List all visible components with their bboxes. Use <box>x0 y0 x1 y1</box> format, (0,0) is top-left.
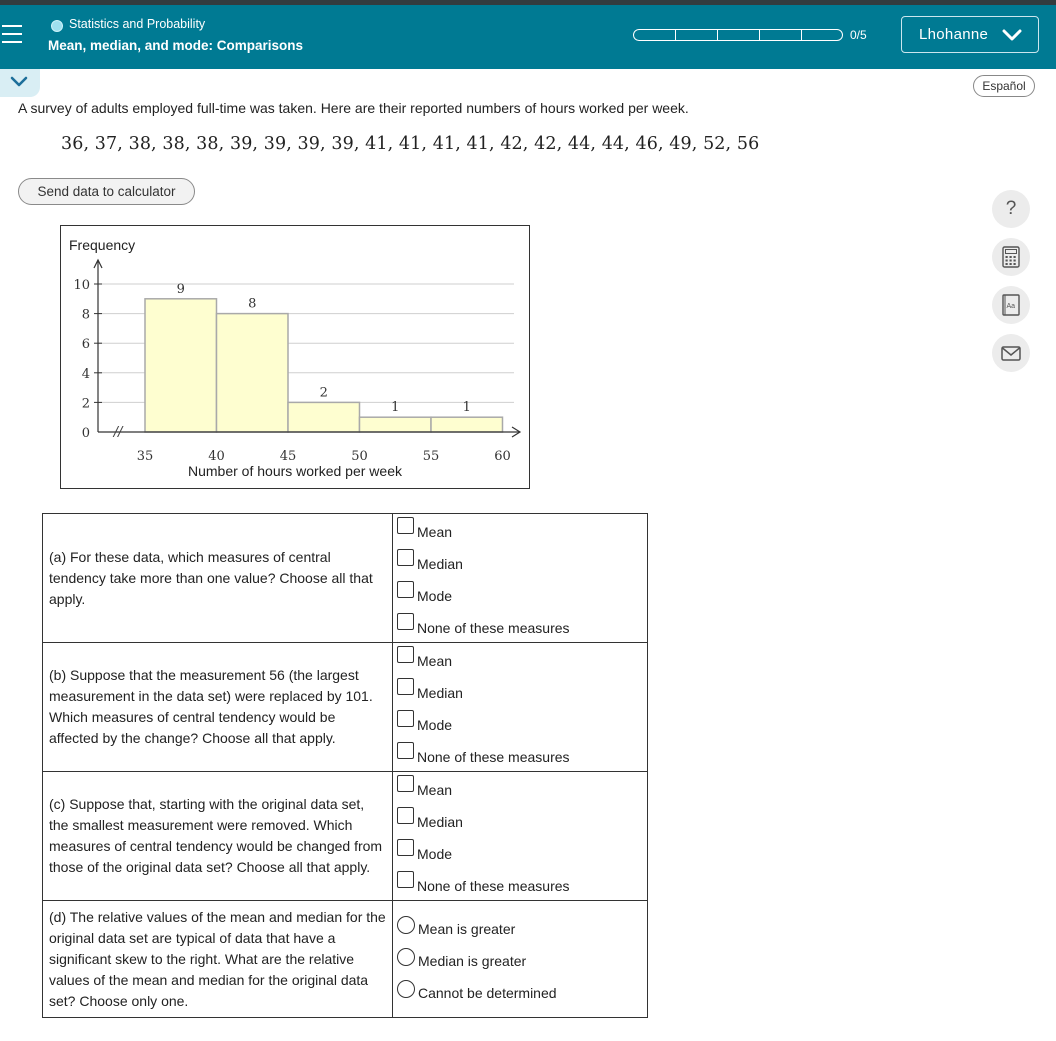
checkbox-option-mean[interactable] <box>397 772 647 804</box>
topic-label: Statistics and Probability <box>69 17 206 31</box>
checkbox-option-mode[interactable] <box>397 707 647 739</box>
checkbox-option-mode[interactable] <box>397 836 647 868</box>
checkbox[interactable] <box>397 678 414 695</box>
progress-text: 0/5 <box>850 28 867 42</box>
checkbox-option-mean[interactable] <box>397 643 647 675</box>
answer-options-d <box>393 901 648 1018</box>
option-label: Median <box>417 685 463 701</box>
answer-options-b <box>393 643 648 772</box>
y-tick-label: 6 <box>81 337 90 353</box>
progress-segment <box>675 29 718 41</box>
checkbox[interactable] <box>397 710 414 727</box>
option-label: None of these measures <box>417 749 570 765</box>
question-text-b: (b) Suppose that the measurement 56 (the largest measurement in the data set) were replaced by 101. Which measures of central tendency would be affected by the change? Choose all that apply. <box>43 643 393 772</box>
help-icon: ? <box>1005 198 1017 219</box>
dictionary-glyph: Aa <box>1006 303 1016 310</box>
option-label: Mean <box>417 782 453 798</box>
histogram-bar <box>145 299 217 432</box>
checkbox-option-mode[interactable] <box>397 578 647 610</box>
bar-value-label: 9 <box>176 281 185 297</box>
checkbox-option-median[interactable] <box>397 675 647 707</box>
user-name: Lhohanne <box>919 26 989 43</box>
chevron-down-icon <box>1002 29 1022 42</box>
header-bar <box>0 5 1056 69</box>
question-row-c <box>43 772 648 901</box>
x-axis-label: Number of hours worked per week <box>188 463 402 479</box>
x-tick-label: 45 <box>279 449 297 464</box>
checkbox[interactable] <box>397 646 414 663</box>
checkbox-option-none-of-these-measures[interactable] <box>397 739 647 771</box>
checkbox-option-median[interactable] <box>397 546 647 578</box>
progress-segment <box>801 29 843 41</box>
answer-options-c <box>393 772 648 901</box>
x-tick-label: 55 <box>422 449 440 464</box>
y-tick-label: 2 <box>81 396 90 412</box>
option-label: Median <box>417 556 463 572</box>
y-tick-label: 0 <box>81 426 90 441</box>
calculator-button[interactable] <box>992 238 1030 276</box>
checkbox[interactable] <box>397 517 414 534</box>
message-button[interactable] <box>992 334 1030 372</box>
option-label: Median is greater <box>418 953 527 969</box>
histogram-bar <box>360 417 432 432</box>
radio-option-cannot-be-determined[interactable] <box>397 975 647 1007</box>
histogram-bar <box>431 417 503 432</box>
bar-value-label: 1 <box>462 400 471 416</box>
checkbox[interactable] <box>397 613 414 630</box>
y-axis-label: Frequency <box>69 237 136 253</box>
histogram-bar <box>217 314 289 432</box>
option-label: Mode <box>417 717 453 733</box>
option-label: None of these measures <box>417 620 570 636</box>
topic-status-icon <box>51 20 63 32</box>
help-button[interactable] <box>992 190 1030 228</box>
checkbox-option-none-of-these-measures[interactable] <box>397 610 647 642</box>
checkbox[interactable] <box>397 839 414 856</box>
option-label: Mode <box>417 846 453 862</box>
checkbox-option-none-of-these-measures[interactable] <box>397 868 647 900</box>
option-label: Mode <box>417 588 453 604</box>
radio-option-mean-is-greater[interactable] <box>397 911 647 943</box>
option-label: None of these measures <box>417 878 570 894</box>
progress-segment <box>633 29 676 41</box>
progress-bar <box>633 29 843 41</box>
x-tick-label: 50 <box>351 449 368 464</box>
checkbox-option-median[interactable] <box>397 804 647 836</box>
question-text-a: (a) For these data, which measures of central tendency take more than one value? Choose all that apply. <box>43 514 393 643</box>
progress-segment <box>717 29 760 41</box>
x-tick-label: 60 <box>494 449 511 464</box>
question-text-d: (d) The relative values of the mean and median for the original data set are typical of data that have a significant skew to the right. What are the relative values of the mean and median for the original data set? Choose only one. <box>43 901 393 1018</box>
axis-break-mark: // <box>113 425 123 440</box>
question-table <box>42 513 648 1018</box>
option-label: Median <box>417 814 463 830</box>
question-row-d <box>43 901 648 1018</box>
option-label: Mean <box>417 524 453 540</box>
problem-intro: A survey of adults employed full-time was taken. Here are their reported numbers of hours worked per week. <box>18 100 689 116</box>
question-row-a <box>43 514 648 643</box>
mail-icon <box>992 334 1030 372</box>
radio-button[interactable] <box>397 948 415 966</box>
page-title: Mean, median, and mode: Comparisons <box>48 38 304 53</box>
checkbox-option-mean[interactable] <box>397 514 647 546</box>
send-to-calculator-button[interactable]: Send data to calculator <box>18 178 195 205</box>
data-set: 36, 37, 38, 38, 38, 39, 39, 39, 39, 41, 41, 41, 41, 42, 42, 44, 44, 46, 49, 52, 56 <box>61 134 760 154</box>
radio-button[interactable] <box>397 916 415 934</box>
language-toggle-button[interactable]: Español <box>973 75 1035 97</box>
checkbox[interactable] <box>397 549 414 566</box>
checkbox[interactable] <box>397 807 414 824</box>
checkbox[interactable] <box>397 581 414 598</box>
y-tick-label: 4 <box>81 366 90 382</box>
question-row-b <box>43 643 648 772</box>
x-tick-label: 35 <box>136 449 154 464</box>
question-text-c: (c) Suppose that, starting with the original data set, the smallest measurement were removed. Which measures of central tendency would be changed from those of the original data set? Choose all that apply. <box>43 772 393 901</box>
option-label: Cannot be determined <box>418 985 557 1001</box>
chevron-down-icon <box>10 75 28 89</box>
checkbox[interactable] <box>397 775 414 792</box>
y-tick-label: 10 <box>73 278 90 293</box>
option-label: Mean <box>417 653 453 669</box>
user-menu-button[interactable] <box>901 16 1039 53</box>
checkbox[interactable] <box>397 742 414 759</box>
histogram-chart <box>60 225 530 489</box>
calculator-icon <box>992 238 1030 276</box>
dictionary-button[interactable] <box>992 286 1030 324</box>
y-tick-label: 8 <box>81 307 90 323</box>
radio-option-median-is-greater[interactable] <box>397 943 647 975</box>
histogram-bar <box>288 402 360 432</box>
radio-button[interactable] <box>397 980 415 998</box>
menu-icon[interactable] <box>0 23 24 47</box>
answer-options-a <box>393 514 648 643</box>
checkbox[interactable] <box>397 871 414 888</box>
progress-segment <box>759 29 802 41</box>
dictionary-icon <box>992 286 1030 324</box>
bar-value-label: 2 <box>319 385 328 401</box>
x-tick-label: 40 <box>208 449 225 464</box>
collapse-toggle[interactable] <box>0 69 40 97</box>
bar-value-label: 1 <box>391 400 400 416</box>
histogram-svg <box>61 226 531 490</box>
bar-value-label: 8 <box>248 296 257 312</box>
option-label: Mean is greater <box>418 921 516 937</box>
